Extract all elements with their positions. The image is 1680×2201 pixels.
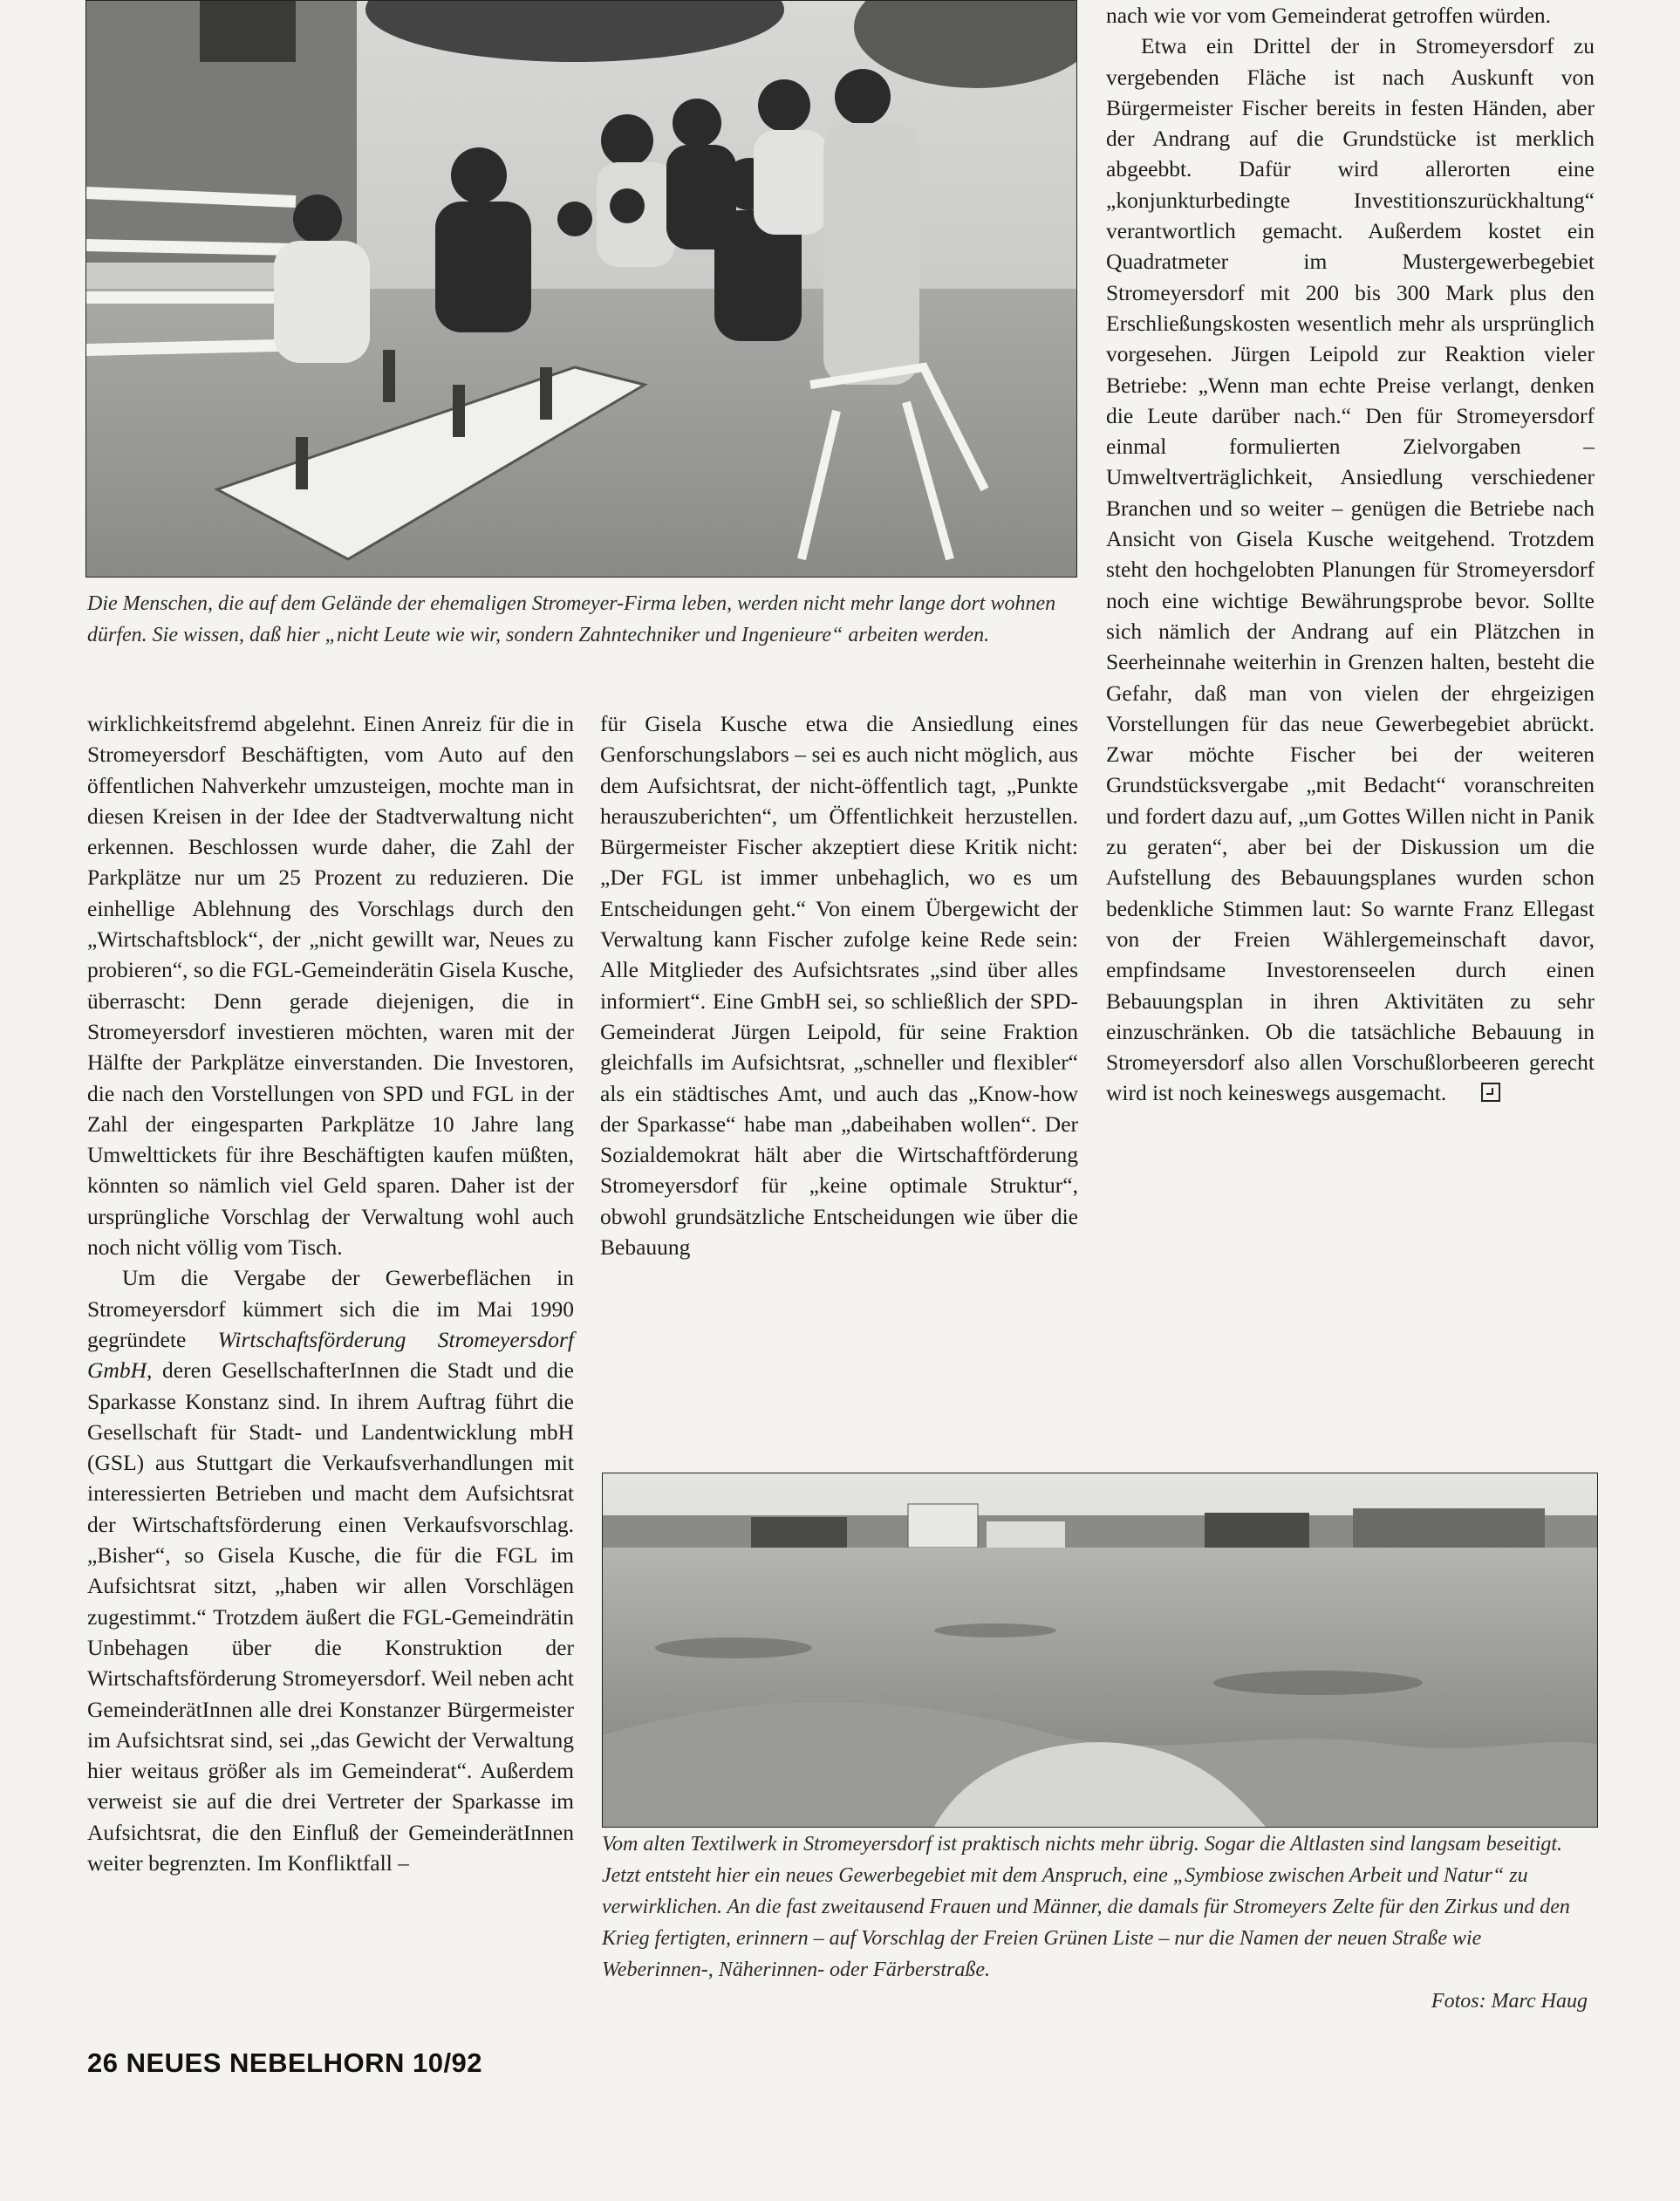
company-name: Wirtschaftsförderung Stromeyersdorf GmbH	[87, 1326, 575, 1384]
bottom-photo-caption: Vom alten Textilwerk in Stromeyersdorf ist praktisch nichts mehr übrig. Sogar die Altlasten sind langsam beseitigt. Jetzt entsteht hier ein neues Gewerbegebiet mit dem Anspruch, eine „Symbiose zwischen Arbeit und Natur“ zu verwirklichen. An die fast zweitausend Frauen und Männer, die damals für Stromeyers Zelte für den Zirkus und den Krieg fertigten, erinnern – auf Vorschlag der Freien Grünen Liste – nur die Namen der neuen Straße wie Weberinnen-, Näherinnen- oder Färberstraße. Fotos: Marc Haug	[602, 1828, 1596, 2017]
page-footer: 26 NEUES NEBELHORN 10/92	[87, 2047, 483, 2078]
paragraph: Etwa ein Drittel der in Stromeyersdorf zu vergebenden Fläche ist nach Auskunft von Bürgermeister Fischer bereits in festen Händen, aber der Andrang auf die Grundstücke ist merklich abgeebbt. Dafür wird allerorten eine „konjunkturbedingte Investitionszurückhaltung“ verantwortlich gemacht. Außerdem kostet ein Quadratmeter im Mustergewerbegebiet Stromeyersdorf mit 200 bis 300 Mark plus den Erschließungskosten wesentlich mehr als ursprünglich vorgesehen. Jürgen Leipold zur Reaktion vieler Betriebe: „Wenn man echte Preise verlangt, denken die Leute darüber nach.“ Den für Stromeyersdorf einmal formulierten Zielvorgaben – Umweltverträglichkeit, Ansiedlung verschiedener Branchen und so weiter – genügen die Betriebe nach Ansicht von Gisela Kusche weitgehend. Trotzdem steht den hochgelobten Planungen für Stromeyersdorf noch eine wichtige Bewährungsprobe bevor. Sollte sich nämlich der Andrang auf ein Plätzchen in Seerheinnahe weiterhin in Grenzen halten, besteht die Gefahr, daß man von vielen der ehrgeizigen Vorstellungen für das neue Gewerbegebiet abrückt. Zwar möchte Fischer bei der weiteren Grundstücksvergabe „mit Bedacht“ voranschreiten und fordert dazu auf, „um Gottes Willen nicht in Panik zu geraten“, aber bei der Diskussion um die Aufstellung des Bebauungsplanes wurden schon bedenkliche Stimmen laut: So warnte Franz Ellegast von der Freien Wählergemeinschaft davor, empfindsame Investorenseelen durch einen Bebauungsplan in ihren Aktivitäten zu sehr einzuschränken. Ob die tatsächliche Bebauung in Stromeyersdorf also allen Vorschußlorbeeren gerecht wird ist noch keineswegs ausgemacht.	[1106, 33, 1595, 1106]
photo-people-at-table	[85, 0, 1077, 578]
paragraph: für Gisela Kusche etwa die Ansiedlung eines Genforschungslabors – sei es auch nicht möglich, aus dem Aufsichtsrat, der nicht-öffentlich tagt, „Punkte herauszuberichten“, um Öffentlichkeit herzustellen. Bürgermeister Fischer akzeptiert diese Kritik nicht: „Der FGL ist immer unbehaglich, wo es um Entscheidungen geht.“ Von einem Übergewicht der Verwaltung kann Fischer zufolge keine Rede sein: Alle Mitglieder des Aufsichtsrates „sind über alles informiert“. Eine GmbH sei, so schließlich der SPD-Gemeinderat Jürgen Leipold, für seine Fraktion gleichfalls im Aufsichtsrat, „schneller und flexibler“ als ein städtisches Amt, und auch das „Know-how der Sparkasse“ habe man „dabeihaben wollen“. Der Sozialdemokrat hält aber die Wirtschaftförderung Stromeyersdorf für „keine optimale Struktur“, obwohl grundsätzliche Entscheidungen wie über die Bebauung	[600, 711, 1078, 1261]
paragraph: wirklichkeitsfremd abgelehnt. Einen Anreiz für die in Stromeyersdorf Beschäftigten, vom Auto auf den öffentlichen Nahverkehr umzusteigen, mochte man in diesen Kreisen in der Idee der Stadtverwaltung nicht erkennen. Beschlossen wurde daher, die Zahl der Parkplätze nur um 25 Prozent zu reduzieren. Die einhellige Ablehnung des Vorschlags durch den „Wirtschaftsblock“, der „nicht gewillt war, Neues zu probieren“, so die FGL-Gemeinderätin Gisela Kusche, überrascht: Denn gerade diejenigen, die in Stromeyersdorf investieren möchten, waren mit der Hälfte der Parkplätze einverstanden. Die Investoren, die nach den Vorstellungen von SPD und FGL in der Zahl der eingesparten Parkplätze 10 Jahre lang Umwelttickets für ihre Beschäftigten kaufen müßten, könnten so nämlich viel Geld sparen. Daher ist der ursprüngliche Vorschlag der Verwaltung wohl auch noch nicht völlig vom Tisch.	[87, 711, 574, 1261]
text-column-left	[87, 708, 574, 1878]
paragraph: Um die Vergabe der Gewerbeflächen in Stromeyersdorf kümmert sich die im Mai 1990 gegründete Wirtschaftsförderung Stromeyersdorf GmbH, deren GesellschafterInnen die Stadt und die Sparkasse Konstanz sind. In ihrem Auftrag führt die Gesellschaft für Stadt- und Landentwicklung mbH (GSL) aus Stuttgart die Verkaufsverhandlungen mit interessierten Betrieben und macht dem Aufsichtsrat der Wirtschaftsförderung einen Verkaufsvorschlag. „Bisher“, so Gisela Kusche, die für die FGL im Aufsichtsrat sitzt, „haben wir allen Vorschlägen zugestimmt.“ Trotzdem äußert die FGL-Gemeindrätin Unbehagen über die Konstruktion der Wirtschaftsförderung Stromeyersdorf. Weil neben acht GemeinderätInnen alle drei Konstanzer Bürgermeister im Aufsichtsrat sind, sei „das Gewicht der Verwaltung hier weitaus größer als im Gemeinderat“. Außerdem verweist sie auf die drei Vertreter der Sparkasse im Aufsichtsrat, die den Einfluß der GemeinderätInnen weiter begrenzten. Im Konfliktfall –	[87, 1265, 575, 1876]
text-column-middle	[600, 708, 1078, 1262]
text-column-right	[1106, 0, 1595, 1109]
end-of-article-icon	[1481, 1083, 1500, 1102]
photo-empty-factory-site	[602, 1473, 1598, 1828]
photo-credit: Fotos: Marc Haug	[1431, 1990, 1588, 2013]
top-photo-caption: Die Menschen, die auf dem Gelände der ehemaligen Stromeyer-Firma leben, werden nicht mehr lange dort wohnen dürfen. Sie wissen, daß hier „nicht Leute wie wir, sondern Zahntechniker und Ingenieure“ arbeiten werden.	[87, 592, 1056, 646]
paragraph: nach wie vor vom Gemeinderat getroffen würden.	[1106, 3, 1552, 28]
